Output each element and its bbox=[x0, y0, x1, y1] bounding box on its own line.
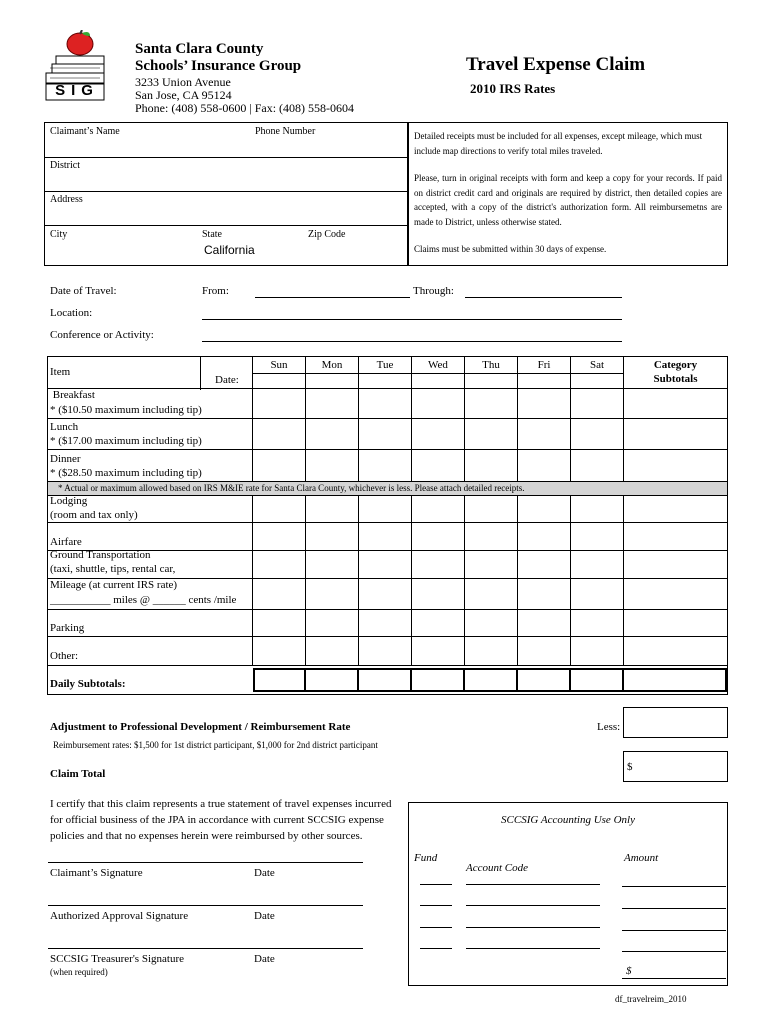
org-phone-fax: Phone: (408) 558-0600 | Fax: (408) 558-0604 bbox=[135, 101, 355, 115]
row-mileage-note: ___________ miles @ ______ cents /mile bbox=[50, 594, 237, 606]
address-label: Address bbox=[50, 194, 83, 205]
certification-line-1: I certify that this claim represents a true statement of travel expenses incurred bbox=[50, 798, 392, 810]
daily-subtotal-category[interactable] bbox=[622, 668, 727, 692]
phone-number-label: Phone Number bbox=[255, 126, 316, 137]
row-dinner-note: * ($28.50 maximum including tip) bbox=[50, 467, 202, 479]
daily-subtotal-fri[interactable] bbox=[516, 668, 571, 692]
approval-date-label: Date bbox=[254, 910, 275, 922]
fund-header: Fund bbox=[414, 852, 438, 864]
day-mon: Mon bbox=[321, 359, 343, 371]
through-date-input[interactable] bbox=[465, 297, 622, 298]
day-tue: Tue bbox=[376, 359, 394, 371]
instructions-p3: Claims must be submitted within 30 days of expense. bbox=[414, 244, 607, 254]
account-code-input-2[interactable] bbox=[466, 905, 600, 906]
daily-subtotal-wed[interactable] bbox=[410, 668, 465, 692]
adjustment-label: Adjustment to Professional Development / Reimbursement Rate bbox=[50, 721, 351, 733]
district-field[interactable] bbox=[46, 172, 406, 190]
location-input[interactable] bbox=[202, 319, 622, 320]
district-label: District bbox=[50, 160, 80, 171]
amount-input-3[interactable] bbox=[622, 930, 726, 931]
category-header-2: Subtotals bbox=[653, 373, 698, 385]
approval-signature-line[interactable] bbox=[48, 905, 363, 906]
instructions-p1: Detailed receipts must be included for all expenses, except mileage, which must include map directions to verify total miles traveled. bbox=[414, 131, 703, 156]
treasurer-signature-label: SCCSIG Treasurer's Signature bbox=[50, 953, 184, 965]
address-field[interactable] bbox=[46, 206, 406, 224]
org-name-2: Schools’ Insurance Group bbox=[135, 58, 302, 74]
less-label: Less: bbox=[597, 721, 621, 733]
amount-input-2[interactable] bbox=[622, 908, 726, 909]
from-date-input[interactable] bbox=[255, 297, 410, 298]
date-of-travel-label: Date of Travel: bbox=[50, 285, 117, 297]
row-ground-transport-label: Ground Transportation bbox=[50, 549, 151, 561]
claim-total-dollar: $ bbox=[627, 761, 633, 773]
row-ground-transport-note: (taxi, shuttle, tips, rental car, bbox=[50, 563, 176, 575]
account-code-input-1[interactable] bbox=[466, 884, 600, 885]
fund-input-4[interactable] bbox=[420, 948, 452, 949]
day-sat: Sat bbox=[589, 359, 605, 371]
instructions-p2: Please, turn in original receipts with form and keep a copy for your records. If paid on district credit card and originals are required by district, then detailed copies are accepted, with a copy of the district's authorization form. All reimbursemetns are made to District, unless otherwise stated. bbox=[414, 173, 722, 227]
account-code-input-4[interactable] bbox=[466, 948, 600, 949]
form-id: df_travelreim_2010 bbox=[615, 994, 687, 1004]
accounting-total-line[interactable] bbox=[622, 978, 726, 979]
accounting-total-dollar: $ bbox=[626, 965, 632, 977]
row-breakfast-note: * ($10.50 maximum including tip) bbox=[50, 404, 202, 416]
daily-subtotals-label: Daily Subtotals: bbox=[50, 678, 126, 690]
row-lodging-label: Lodging bbox=[50, 495, 88, 507]
amount-input-1[interactable] bbox=[622, 886, 726, 887]
org-address-1: 3233 Union Avenue bbox=[135, 75, 231, 89]
amount-input-4[interactable] bbox=[622, 951, 726, 952]
claim-total-label: Claim Total bbox=[50, 768, 106, 780]
accounting-title: SCCSIG Accounting Use Only bbox=[501, 814, 635, 826]
claimant-name-label: Claimant’s Name bbox=[50, 126, 120, 137]
account-code-header: Account Code bbox=[466, 862, 529, 874]
row-mileage-label: Mileage (at current IRS rate) bbox=[50, 579, 178, 591]
table-note: * Actual or maximum allowed based on IRS M&IE rate for Santa Clara County, whichever is less. Please attach detailed receipts. bbox=[58, 483, 525, 493]
org-name-1: Santa Clara County bbox=[135, 41, 264, 57]
fund-input-2[interactable] bbox=[420, 905, 452, 906]
logo-text: SIG bbox=[55, 82, 99, 99]
from-label: From: bbox=[202, 285, 229, 297]
state-label: State bbox=[202, 229, 222, 240]
daily-subtotal-tue[interactable] bbox=[357, 668, 412, 692]
row-parking-label: Parking bbox=[50, 622, 85, 634]
conference-input[interactable] bbox=[202, 341, 622, 342]
fund-input-3[interactable] bbox=[420, 927, 452, 928]
daily-subtotal-mon[interactable] bbox=[304, 668, 359, 692]
org-address-2: San Jose, CA 95124 bbox=[135, 88, 232, 102]
certification-line-2: for official business of the JPA in accordance with current SCCSIG expense bbox=[50, 814, 384, 826]
zip-code-label: Zip Code bbox=[308, 229, 346, 240]
category-header-1: Category bbox=[653, 359, 698, 371]
row-airfare-label: Airfare bbox=[50, 536, 82, 548]
account-code-input-3[interactable] bbox=[466, 927, 600, 928]
row-lodging-note: (room and tax only) bbox=[50, 509, 138, 521]
certification-line-3: policies and that no expenses herein were reimbursed by other sources. bbox=[50, 830, 363, 842]
day-wed: Wed bbox=[428, 359, 448, 371]
location-label: Location: bbox=[50, 307, 93, 319]
row-lunch-label: Lunch bbox=[50, 421, 79, 433]
day-fri: Fri bbox=[537, 359, 551, 371]
approval-signature-label: Authorized Approval Signature bbox=[50, 910, 189, 922]
claimant-name-field[interactable] bbox=[46, 138, 406, 156]
amount-header: Amount bbox=[624, 852, 659, 864]
daily-subtotal-sat[interactable] bbox=[569, 668, 624, 692]
form-subtitle: 2010 IRS Rates bbox=[470, 81, 556, 96]
accounting-box bbox=[408, 802, 728, 986]
city-label: City bbox=[50, 229, 68, 240]
row-other-label: Other: bbox=[50, 650, 79, 662]
fund-input-1[interactable] bbox=[420, 884, 452, 885]
row-dinner-label: Dinner bbox=[50, 453, 81, 465]
reimbursement-rates: Reimbursement rates: $1,500 for 1st district participant, $1,000 for 2nd district participant bbox=[53, 740, 378, 750]
logo bbox=[44, 30, 124, 102]
treasurer-date-label: Date bbox=[254, 953, 275, 965]
day-thu: Thu bbox=[482, 359, 500, 371]
claimant-date-label: Date bbox=[254, 867, 275, 879]
when-required-note: (when required) bbox=[50, 967, 108, 977]
conference-label: Conference or Activity: bbox=[50, 329, 154, 341]
item-header: Item bbox=[50, 366, 71, 378]
claim-total-field[interactable] bbox=[623, 751, 728, 782]
through-label: Through: bbox=[413, 285, 454, 297]
less-amount-field[interactable] bbox=[623, 707, 728, 738]
date-header: Date: bbox=[215, 374, 239, 386]
form-title: Travel Expense Claim bbox=[466, 54, 646, 75]
claimant-signature-label: Claimant’s Signature bbox=[50, 867, 143, 879]
daily-subtotal-sun[interactable] bbox=[253, 668, 306, 692]
row-lunch-note: * ($17.00 maximum including tip) bbox=[50, 435, 202, 447]
claimant-signature-line[interactable] bbox=[48, 862, 363, 863]
day-sun: Sun bbox=[270, 359, 288, 371]
treasurer-signature-line[interactable] bbox=[48, 948, 363, 949]
row-breakfast-label: Breakfast bbox=[50, 389, 95, 401]
state-field[interactable]: California bbox=[204, 243, 255, 257]
daily-subtotal-thu[interactable] bbox=[463, 668, 518, 692]
